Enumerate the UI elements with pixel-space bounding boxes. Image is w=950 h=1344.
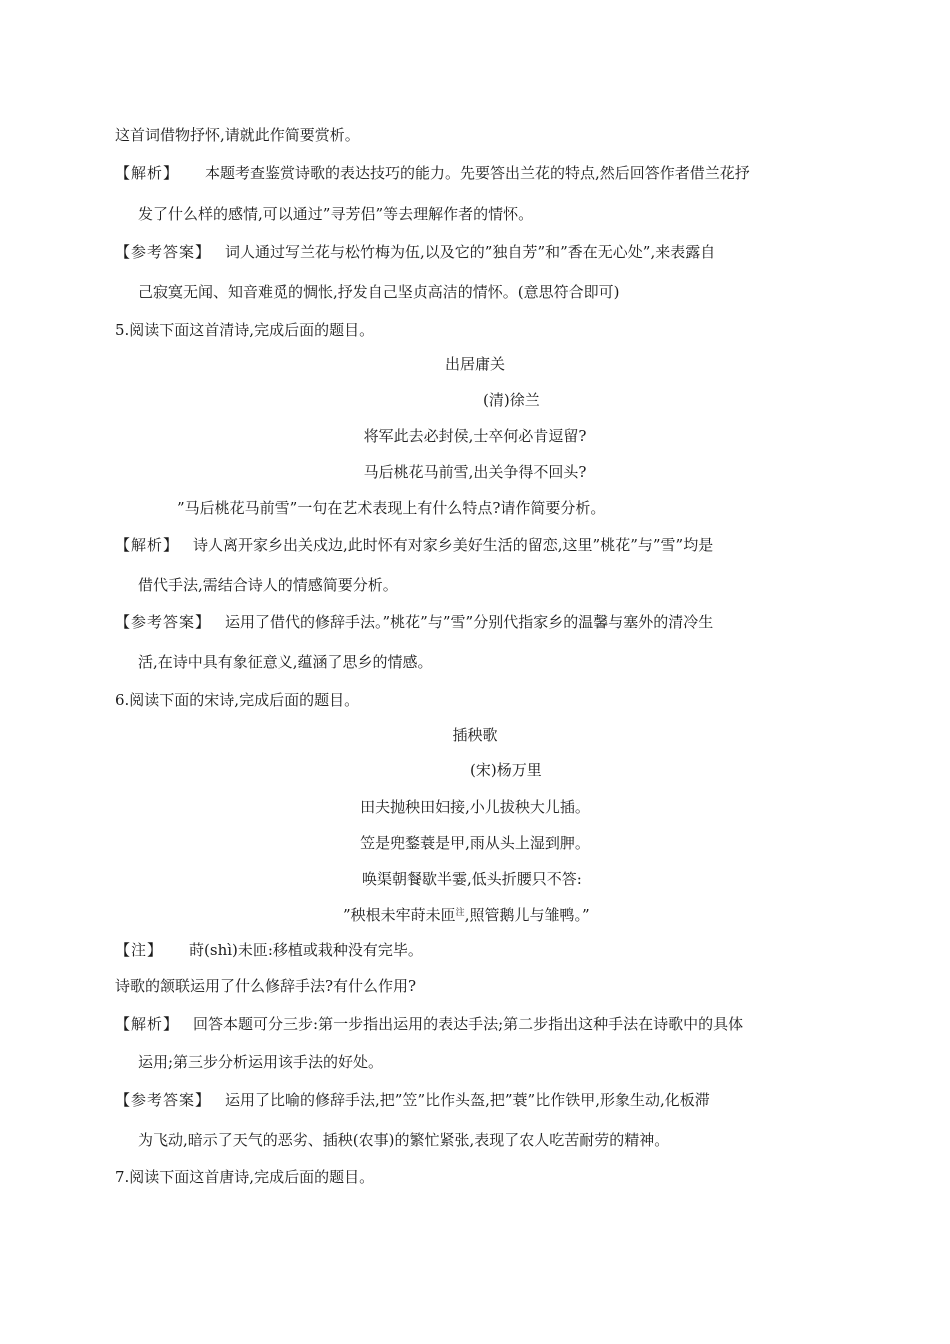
poem-5-line: 将军此去必封侯,士卒何必肯逗留?: [363, 427, 587, 445]
note-tag: 【注】: [115, 941, 164, 959]
poem-6-line: 唤渠朝餐歇半霎,低头折腰只不答:: [362, 870, 582, 888]
analysis-tag: 【解析】: [115, 164, 180, 182]
analysis-tag: 【解析】: [115, 536, 180, 554]
analysis-text: 本题考查鉴赏诗歌的表达技巧的能力。先要答出兰花的特点,然后回答作者借兰花抒: [205, 164, 750, 182]
analysis-line-cont: 借代手法,需结合诗人的情感简要分析。: [138, 576, 398, 594]
answer-line: [115, 242, 715, 262]
analysis-line-cont: 运用;第三步分析运用该手法的好处。: [138, 1053, 384, 1071]
poem-6-line-part: ,照管鹅儿与雏鸭。”: [464, 906, 590, 924]
question-6: 6.阅读下面的宋诗,完成后面的题目。: [115, 691, 360, 709]
poem-5-line: 马后桃花马前雪,出关争得不回头?: [363, 463, 587, 481]
poem-6-line: 笠是兜鍪蓑是甲,雨从头上湿到胛。: [360, 834, 590, 852]
answer-line-cont: 己寂寞无闻、知音难觅的惆怅,抒发自己坚贞高洁的情怀。(意思符合即可): [138, 283, 620, 301]
answer-line-cont: 活,在诗中具有象征意义,蕴涵了思乡的情感。: [138, 653, 433, 671]
poem-5-author: (清)徐兰: [483, 391, 540, 409]
analysis-text: 诗人离开家乡出关戍边,此时怀有对家乡美好生活的留恋,这里”桃花”与”雪”均是: [193, 536, 714, 554]
question-5-ask: ”马后桃花马前雪”一句在艺术表现上有什么特点?请作简要分析。: [177, 499, 606, 517]
note-line: [115, 940, 423, 960]
answer-line: [115, 612, 713, 632]
analysis-text: 回答本题可分三步:第一步指出运用的表达手法;第二步指出这种手法在诗歌中的具体: [193, 1015, 744, 1033]
poem-6-line-part: ”秧根未牢莳未匝: [343, 906, 456, 924]
question-5: 5.阅读下面这首清诗,完成后面的题目。: [115, 321, 375, 339]
answer-text: 运用了比喻的修辞手法,把”笠”比作头盔,把”蓑”比作铁甲,形象生动,化板滞: [225, 1091, 710, 1109]
text-line: 这首词借物抒怀,请就此作简要赏析。: [115, 126, 360, 144]
answer-text: 运用了借代的修辞手法。”桃花”与”雪”分别代指家乡的温馨与塞外的清冷生: [225, 613, 714, 631]
answer-line-cont: 为飞动,暗示了天气的恶劣、插秧(农事)的繁忙紧张,表现了农人吃苦耐劳的精神。: [138, 1131, 670, 1149]
question-7: 7.阅读下面这首唐诗,完成后面的题目。: [115, 1168, 375, 1186]
note-text: 莳(shì)未匝:移植或栽种没有完毕。: [189, 941, 423, 959]
answer-tag: 【参考答案】: [115, 243, 212, 261]
poem-6-title: 插秧歌: [452, 726, 498, 744]
analysis-line-cont: 发了什么样的感情,可以通过”寻芳侣”等去理解作者的情怀。: [138, 205, 534, 223]
answer-line: [115, 1090, 710, 1110]
poem-5-title: 出居庸关: [444, 355, 505, 373]
analysis-line: [115, 1014, 743, 1034]
answer-text: 词人通过写兰花与松竹梅为伍,以及它的”独自芳”和”香在无心处”,来表露自: [225, 243, 716, 261]
analysis-tag: 【解析】: [115, 1015, 180, 1033]
answer-tag: 【参考答案】: [115, 613, 212, 631]
poem-6-line: 田夫抛秧田妇接,小儿拔秧大儿插。: [360, 798, 590, 816]
poem-6-line: [343, 905, 590, 925]
answer-tag: 【参考答案】: [115, 1091, 212, 1109]
analysis-line: [115, 163, 750, 183]
question-6-ask: 诗歌的颔联运用了什么修辞手法?有什么作用?: [115, 977, 417, 995]
poem-6-author: (宋)杨万里: [470, 761, 542, 779]
footnote-marker: 注: [455, 908, 465, 918]
analysis-line: [115, 535, 713, 555]
